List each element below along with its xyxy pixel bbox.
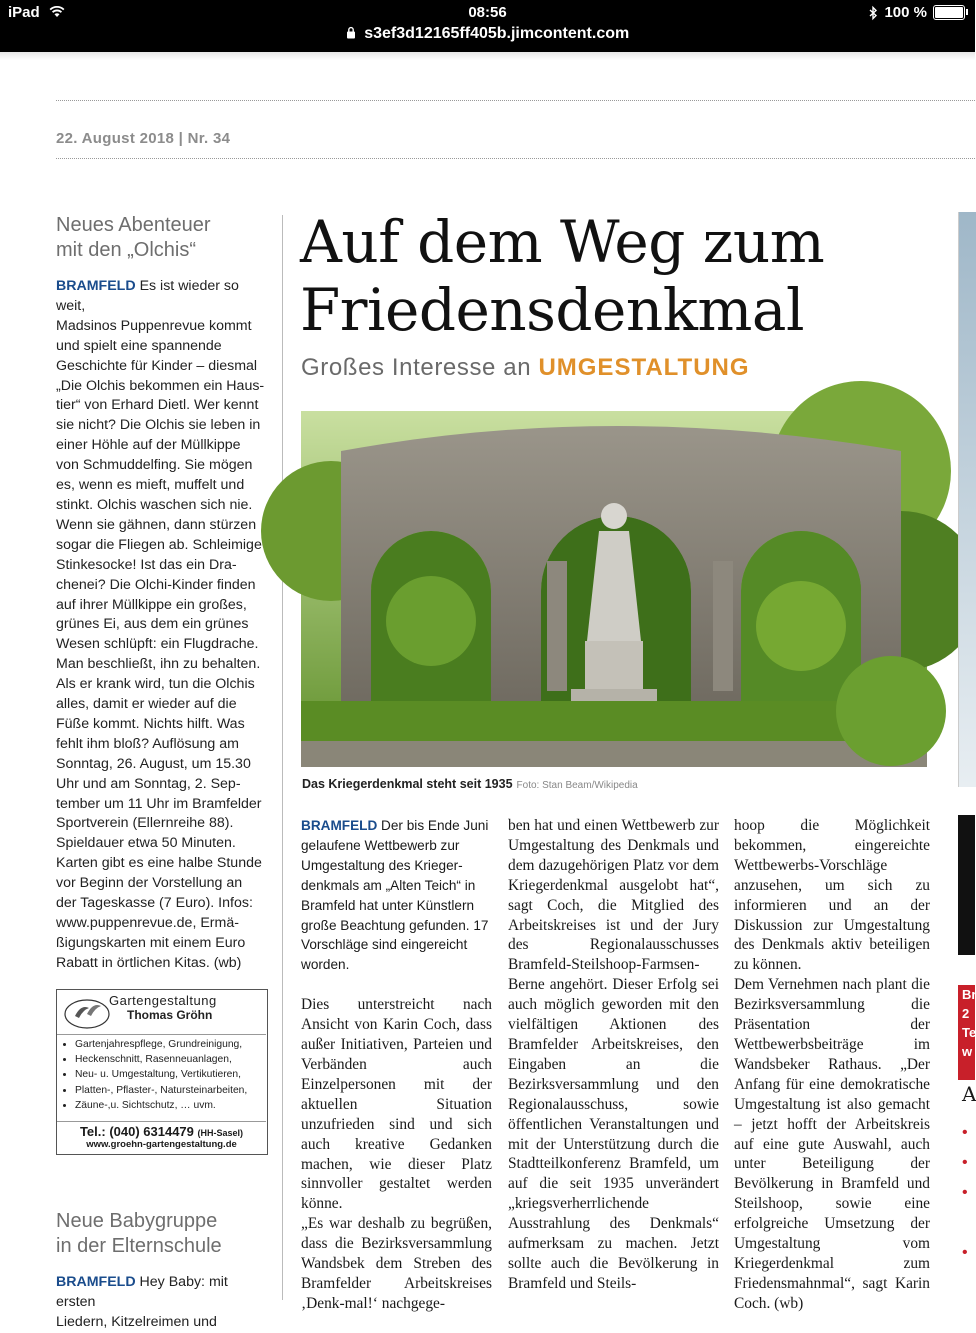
device-label: iPad: [8, 4, 40, 21]
sidebar-article2-line2: Liedern, Kitzelreimen und: [56, 1313, 217, 1330]
memorial-photo: [301, 411, 927, 767]
ad-brand: [57, 990, 266, 1035]
fragment-3: Te: [962, 1025, 976, 1040]
clock: 08:56: [468, 4, 507, 21]
ad-website: www.groehn-gartengestaltung.de: [86, 1139, 237, 1150]
article-paragraph: ben hat und einen Wettbewerb zur Umgestaltung des Denkmals und dem dazugehörigen Platz vor dem Kriegerdenkmal ausgelobt hat“, sagt Coch, die Mitglied des Arbeitskreises ist und der Jury des Regionalausschusses Bramfeld-Steilshoop-Farmsen-Berne angehört. Dieser Erfolg sei auch möglich geworden mit den vielfältigen Aktionen des Bramfelder Arbeitskreises, den Eingaben an die Bezirksversammlung und den Regionalausschuss, sowie öffentlichen Veranstaltungen und mit der Unterstützung durch die Stadtteilkonferenz Bramfeld, um auf die seit 1935 unverändert „kriegsverherrlichende Ausstrahlung des Denkmals“ aufmerksam zu machen. Jetzt sollte auch die Bevölkerung in Bramfeld und Steils-: [508, 817, 719, 1292]
gartengestaltung-ad: [56, 989, 268, 1155]
ad-service-item: • Neu- u. Umgestaltung, Vertikutieren,: [75, 1067, 270, 1082]
sidebar-article1-line: Stinkesocke! Ist das ein Dra-: [56, 556, 237, 573]
sidebar-article1-line: Als er krank wird, tun die Olchis: [56, 676, 255, 693]
sidebar-article1-line: stinkt. Olchis waschen sich nie.: [56, 496, 253, 513]
sidebar-article1-line: chenei? Die Olchi-Kinder finden: [56, 576, 256, 593]
sidebar-article1-line: von Schmuddelfing. Sie mögen: [56, 457, 253, 474]
sidebar-article2-title-line1: Neue Babygruppe: [56, 1210, 218, 1232]
ad-phone-number: Tel.: (040) 6314479: [79, 1124, 194, 1139]
ad-services-list: [63, 1037, 270, 1113]
article-paragraph: „Es war deshalb zu begrüßen, dass die Bezirksversammlung Wandsbek dem Streben des Bramfelder Arbeitskreises ‚Denk-mal!‘ nachgege-: [301, 1215, 492, 1312]
sidebar-article1-line: tember um 11 Uhr im Bramfelder: [56, 795, 262, 812]
next-page-red-box: [958, 985, 975, 1080]
sidebar-article2-lead: Hey Baby: mit ersten: [56, 1274, 228, 1310]
sidebar-article1-line: sogar die Fliegen ab. Schleimige: [56, 536, 262, 553]
address-bar[interactable]: [0, 25, 975, 43]
photo-caption: [302, 777, 638, 791]
next-page-fragment: A: [962, 1082, 976, 1106]
leaf-logo-icon: [61, 992, 111, 1032]
ad-phone: [57, 1124, 266, 1139]
article-column-1: [301, 816, 492, 1314]
sidebar-article1-line: auf ihrer Müllkippe ein großes,: [56, 596, 247, 613]
sidebar-article2-kicker: BRAMFELD: [56, 1274, 136, 1290]
sidebar-article1-line: Füße kommt. Nichts hilft. Was: [56, 715, 245, 732]
battery-percent: 100 %: [884, 4, 927, 21]
ios-status-bar: [0, 0, 975, 52]
headline-line2: Friedensdenkmal: [300, 276, 804, 344]
url-text: s3ef3d12165ff405b.jimcontent.com: [364, 25, 630, 42]
sidebar-article1-line: ßigungskarten mit einem Euro: [56, 934, 246, 951]
memorial-illustration: [301, 411, 927, 767]
ad-service-item: • Heckenschnitt, Rasenneuanlagen,: [75, 1052, 270, 1067]
sidebar-article2-title: [56, 1209, 276, 1259]
bluetooth-icon: [869, 6, 878, 20]
sidebar-article1-line: es, wenn es mieft, muffelt und: [56, 477, 245, 494]
article-paragraph: hoop die Möglichkeit bekommen, eingereichte Wettbewerbs-Vorschläge anzusehen, um sich zu informieren und an der Diskussion zur Umgestaltung des Denkmals aktiv beteiligen zu können.: [734, 817, 930, 974]
sidebar-article2-body: [56, 1273, 270, 1333]
subheadline-highlight: UMGESTALTUNG: [538, 354, 750, 381]
caption-text: Das Kriegerdenkmal steht seit 1935: [302, 777, 513, 791]
headline-line1: Auf dem Weg zum: [300, 208, 825, 276]
ad-service-item: • Platten-, Pflaster-, Natursteinarbeiten,: [75, 1083, 270, 1098]
sidebar-article1-line: Wesen schlüpft: ein Flugdrache.: [56, 636, 259, 653]
sidebar-article1-kicker: BRAMFELD: [56, 278, 136, 294]
next-page-dark-block: [958, 815, 975, 955]
ad-brand-line2: Thomas Gröhn: [127, 1008, 213, 1022]
sidebar-article1-line: www.puppenrevue.de, Ermä-: [56, 915, 239, 931]
article-kicker: BRAMFELD: [301, 818, 378, 833]
top-dotted-rule: [56, 100, 975, 101]
sidebar-article1-line: Uhr und am Sonntag, 2. Sep-: [56, 775, 241, 792]
sidebar-article1-line: Madsinos Puppenrevue kommt: [56, 317, 252, 334]
next-page-bullets: • • • •: [962, 1124, 968, 1261]
sidebar-article1-line: Es ist wieder so weit,: [56, 278, 239, 314]
sidebar-article1-line: und spielt eine spannende: [56, 337, 222, 354]
sidebar-article1-line: Wenn sie gähnen, dann stürzen: [56, 516, 257, 533]
ad-contact: [57, 1121, 266, 1150]
photo-credit: Foto: Stan Beam/Wikipedia: [516, 780, 638, 791]
fragment-2: 2: [962, 1006, 970, 1021]
sidebar-article1-line: sie nicht? Die Olchis sie leben in: [56, 417, 261, 434]
ad-service-item: • Gartenjahrespflege, Grundreinigung,: [75, 1037, 270, 1052]
fragment-1: Br: [962, 987, 976, 1002]
subheadline: [301, 354, 750, 382]
article-paragraph: Dem Vernehmen nach plant die Bezirksversammlung die Präsentation der Wettbewerbsbeiträge im Wandsbeker Rathaus. „Der Anfang für eine demokratische Umgestaltung ist also gemacht – jetzt hofft der Arbeitskreis auf eine gute Auswahl, auch unter Beteiligung der Bevölkerung in Bramfeld und Steilshoop, sowie eine erfolgreiche Umsetzung der Umgestaltung vom Kriegerdenkmal zum Friedensmahnmal“, sagt Karin Coch. (wb): [734, 976, 930, 1312]
battery-icon: [933, 5, 965, 20]
sidebar-article1-line: Spieldauer etwa 50 Minuten.: [56, 835, 236, 852]
sidebar-article1-line: Sonntag, 26. August, um 15.30: [56, 755, 251, 772]
sidebar-article1-line: Sportverein (Ellernreihe 88).: [56, 815, 234, 832]
article-intro: [301, 816, 492, 975]
ad-phone-note: (HH-Sasel): [197, 1128, 244, 1138]
sidebar-article1-line: tier“ von Erhard Dietl. Wer kennt: [56, 397, 259, 414]
sidebar-article1-line: fehlt ihm bloß? Auflösung am: [56, 735, 239, 752]
sidebar-article1-line: Karten gibt es eine halbe Stunde: [56, 855, 262, 872]
fragment-4: w: [962, 1044, 973, 1059]
sidebar-article1-line: vor Beginn der Vorstellung an: [56, 875, 243, 892]
article-intro-text: Der bis Ende Juni gelaufene Wettbewerb zur Umgestaltung des Krieger-denkmals am „Alten Teich“ in Bramfeld hat unter Künstlern große Beachtung gefunden. 17 Vorschläge sind eingereicht worden.: [301, 818, 489, 973]
ad-service-item: • Zäune-,u. Sichtschutz, … uvm.: [75, 1098, 270, 1113]
toolbar-shadow: [0, 52, 975, 60]
article-paragraph: Dies unterstreicht nach Ansicht von Karin Coch, dass außer Initiativen, Parteien und Verbänden auch Einzelpersonen mit der aktuellen Situation unzufrieden sind und sich auch kreative Gedanken machen, wie dieser Platz sinnvoller gestaltet werden könne.: [301, 996, 492, 1213]
dateline-dotted-rule: [56, 158, 975, 159]
lock-icon: [346, 26, 356, 39]
headline: [300, 208, 920, 344]
sidebar-article1-line: Geschichte für Kinder – diesmal: [56, 357, 258, 374]
sidebar-article1-title: [56, 213, 276, 263]
issue-date: 22. August 2018 | Nr. 34: [56, 130, 231, 147]
sidebar-article1-line: grünes Ei, aus dem ein grünes: [56, 616, 249, 633]
sidebar-article1-line: „Die Olchis bekommen ein Haus-: [56, 377, 265, 394]
sidebar-article1-line: einer Höhle auf der Müllkippe: [56, 437, 241, 454]
subheadline-text: Großes Interesse an: [301, 354, 539, 381]
article-column-3: [734, 816, 930, 1314]
status-right: [869, 4, 965, 21]
sidebar-article1-line: der Tageskasse (7 Euro). Infos:: [56, 895, 253, 912]
sidebar-article1-line: Rabatt in örtlichen Kitas. (wb): [56, 954, 242, 971]
sidebar-article2-title-line2: in der Elternschule: [56, 1235, 222, 1257]
next-page-image-sliver: [958, 212, 976, 787]
sidebar-article1-title-line2: mit den „Olchis“: [56, 239, 197, 261]
sidebar-article1-body: [56, 277, 270, 974]
ad-brand-line1: Gartengestaltung: [109, 993, 217, 1008]
sidebar-article1-title-line1: Neues Abenteuer: [56, 214, 211, 236]
sidebar-article1-line: alles, damit er wieder auf die: [56, 696, 237, 713]
article-column-2: [508, 816, 719, 1294]
sidebar-article1-line: Man beschließt, ihn zu behalten.: [56, 656, 261, 673]
column-divider: [282, 215, 283, 1300]
